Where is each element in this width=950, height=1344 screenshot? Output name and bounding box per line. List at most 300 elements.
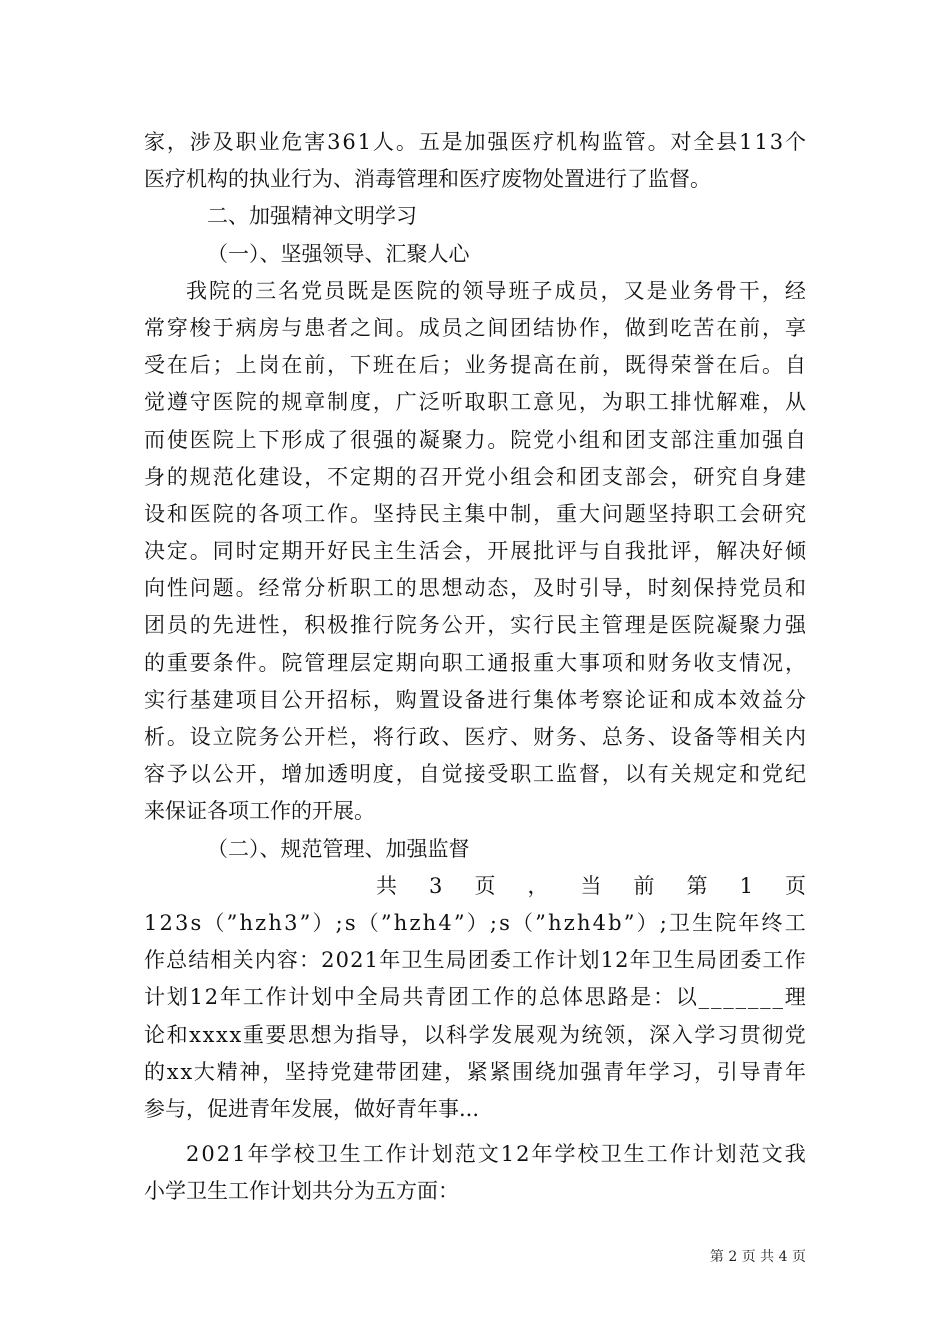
- glyph: 关: [762, 725, 784, 749]
- glyph: 制: [327, 390, 349, 415]
- glyph: 0: [335, 948, 350, 973]
- page-counter-line: [144, 868, 806, 905]
- glyph: 团: [578, 464, 600, 489]
- glyph: 通: [487, 650, 509, 675]
- glyph: 紧: [489, 1059, 511, 1084]
- glyph: 民: [350, 539, 372, 564]
- glyph: ，: [670, 464, 692, 489]
- glyph: 是: [630, 985, 652, 1010]
- glyph: 员: [577, 278, 599, 303]
- glyph: 广: [395, 390, 417, 415]
- glyph: 解: [716, 539, 738, 564]
- glyph: 员: [441, 315, 463, 340]
- glyph: 设: [189, 725, 211, 749]
- glyph: 党: [464, 464, 486, 489]
- glyph: 务: [692, 278, 714, 303]
- glyph: 岗: [258, 353, 280, 378]
- text-line: 参与，促进青年发展，做好青年事...: [144, 1096, 480, 1121]
- glyph: 我: [624, 539, 646, 564]
- glyph: 提: [510, 353, 532, 378]
- glyph: 2: [615, 948, 629, 973]
- glyph: 行: [533, 613, 555, 638]
- page-counter-token: 当: [580, 873, 602, 898]
- glyph: 排: [670, 390, 692, 415]
- glyph: 各: [258, 501, 280, 526]
- glyph: 4: [438, 910, 452, 935]
- glyph: 实: [144, 687, 165, 712]
- glyph: 学: [694, 1022, 716, 1047]
- glyph: 2: [159, 910, 173, 935]
- glyph: 是: [647, 613, 669, 638]
- glyph: 设: [144, 501, 165, 526]
- glyph: 以: [189, 762, 211, 787]
- glyph: 持: [716, 576, 738, 601]
- glyph: 大: [578, 501, 600, 526]
- glyph: 。: [189, 539, 211, 564]
- glyph: 划: [311, 985, 333, 1010]
- glyph: 我: [186, 278, 207, 303]
- glyph: ;: [335, 910, 343, 935]
- glyph: 部: [624, 464, 646, 489]
- glyph: ，: [533, 501, 555, 526]
- glyph: 和: [556, 464, 578, 489]
- glyph: 加: [464, 130, 486, 154]
- glyph: b: [608, 910, 622, 935]
- glyph: 予: [166, 762, 188, 787]
- page-counter-token: 页: [474, 873, 496, 898]
- glyph: 及: [533, 576, 555, 601]
- glyph: 听: [441, 390, 463, 415]
- text-line: [144, 273, 806, 310]
- glyph: 神: [239, 1059, 261, 1084]
- glyph: 班: [372, 353, 394, 378]
- glyph: 业: [464, 353, 486, 378]
- glyph: 觉: [441, 762, 463, 787]
- glyph: 重: [242, 1022, 264, 1047]
- text-line: [144, 942, 806, 979]
- glyph: 既: [347, 278, 369, 303]
- glyph: 栏: [327, 725, 349, 749]
- glyph: 作: [669, 1142, 691, 1167]
- glyph: 名: [278, 278, 300, 303]
- glyph: 件: [235, 650, 257, 675]
- glyph: 很: [350, 427, 372, 452]
- glyph: _: [772, 985, 783, 1010]
- glyph: 内: [784, 725, 806, 749]
- glyph: 意: [533, 390, 555, 415]
- glyph: 医: [464, 725, 486, 749]
- glyph: 支: [716, 650, 738, 675]
- glyph: 导: [739, 1059, 761, 1084]
- glyph: 形: [281, 427, 303, 452]
- glyph: 2: [350, 948, 364, 973]
- glyph: 财: [647, 650, 669, 675]
- glyph: 全: [693, 130, 715, 154]
- glyph: 导: [485, 278, 507, 303]
- glyph: 院: [209, 278, 231, 303]
- glyph: 性: [258, 613, 280, 638]
- glyph: 持: [307, 1059, 329, 1084]
- glyph: 工: [646, 1142, 668, 1167]
- glyph: ”: [226, 910, 238, 935]
- glyph: 期: [281, 539, 303, 564]
- glyph: 章: [304, 390, 326, 415]
- glyph: 的: [144, 1059, 165, 1084]
- glyph: 中: [333, 985, 355, 1010]
- glyph: 受: [144, 353, 165, 378]
- glyph: 收: [693, 650, 715, 675]
- glyph: 开: [464, 613, 486, 638]
- text-line: [144, 124, 806, 161]
- glyph: 学: [554, 1142, 576, 1167]
- glyph: 指: [355, 1022, 377, 1047]
- glyph: 重: [556, 501, 578, 526]
- glyph: 党: [330, 1059, 352, 1084]
- glyph: 为: [601, 390, 623, 415]
- glyph: 项: [601, 650, 623, 675]
- glyph: 医: [212, 390, 234, 415]
- glyph: 小: [556, 427, 578, 452]
- glyph: 机: [556, 130, 578, 154]
- glyph: 组: [510, 464, 532, 489]
- glyph: 的: [516, 985, 538, 1010]
- glyph: 经: [784, 278, 806, 303]
- glyph: 凝: [418, 427, 440, 452]
- glyph: 人: [372, 130, 394, 154]
- glyph: 范: [738, 1142, 760, 1167]
- glyph: 局: [445, 948, 467, 973]
- glyph: 体: [561, 985, 583, 1010]
- document-body: [144, 124, 806, 1210]
- glyph: 团: [510, 315, 532, 340]
- glyph: 情: [739, 650, 761, 675]
- glyph: 员: [324, 278, 346, 303]
- glyph: h: [239, 910, 254, 935]
- glyph: 围: [512, 1059, 534, 1084]
- glyph: 定: [166, 539, 188, 564]
- glyph: 聚: [739, 613, 761, 638]
- glyph: 是: [646, 278, 668, 303]
- glyph: 统: [581, 1022, 603, 1047]
- glyph: 事: [578, 650, 600, 675]
- glyph: 工: [304, 501, 326, 526]
- glyph: _: [723, 985, 734, 1010]
- glyph: 备: [464, 687, 486, 712]
- glyph: 定: [350, 464, 372, 489]
- glyph: x: [202, 1022, 215, 1047]
- glyph: 的: [395, 576, 417, 601]
- glyph: 行: [166, 687, 188, 712]
- glyph: 务: [487, 353, 509, 378]
- glyph: ，: [694, 1059, 716, 1084]
- glyph: 总: [166, 948, 188, 973]
- glyph: 组: [578, 427, 600, 452]
- glyph: 备: [693, 725, 715, 749]
- glyph: 购: [395, 687, 417, 712]
- text-line: 来保证各项工作的开展。: [144, 799, 375, 824]
- text-line: [144, 682, 806, 719]
- glyph: 报: [510, 650, 532, 675]
- glyph: 医: [393, 278, 415, 303]
- glyph: 委: [489, 948, 511, 973]
- glyph: 学: [270, 1142, 292, 1167]
- glyph: 条: [212, 650, 234, 675]
- page-counter-token: 第: [686, 873, 708, 898]
- glyph: 结: [188, 948, 210, 973]
- glyph: 职: [235, 130, 257, 154]
- text-line: [144, 979, 806, 1016]
- glyph: x: [216, 1022, 228, 1047]
- glyph: ，: [693, 539, 715, 564]
- glyph: ）: [466, 910, 488, 935]
- glyph: 解: [716, 390, 738, 415]
- glyph: （: [512, 910, 534, 935]
- glyph: 同: [212, 539, 234, 564]
- glyph: 子: [531, 278, 553, 303]
- glyph: 团: [467, 948, 489, 973]
- text-line: [144, 645, 806, 682]
- glyph: 论: [144, 1022, 165, 1047]
- glyph: 涉: [189, 130, 211, 154]
- glyph: 决: [739, 539, 761, 564]
- glyph: 穿: [166, 315, 188, 340]
- glyph: 规: [281, 390, 303, 415]
- glyph: 定: [716, 762, 738, 787]
- glyph: 3: [769, 130, 784, 154]
- glyph: 好: [762, 539, 784, 564]
- glyph: ，: [762, 315, 784, 340]
- glyph: 持: [395, 501, 417, 526]
- glyph: 力: [762, 613, 784, 638]
- glyph: 计: [288, 985, 310, 1010]
- glyph: 取: [464, 390, 486, 415]
- glyph: 青: [762, 1059, 784, 1084]
- glyph: 化: [235, 464, 257, 489]
- glyph: 督: [578, 762, 600, 787]
- page-counter-token: 1: [739, 873, 753, 898]
- glyph: 大: [556, 650, 578, 675]
- glyph: 行: [395, 725, 417, 749]
- glyph: h: [576, 910, 591, 935]
- glyph: ，: [327, 353, 349, 378]
- glyph: 设: [441, 687, 463, 712]
- glyph: 划: [715, 1142, 737, 1167]
- glyph: 务: [624, 725, 646, 749]
- text-line: [144, 384, 806, 421]
- glyph: 后: [739, 353, 761, 378]
- glyph: 校: [293, 1142, 315, 1167]
- glyph: 开: [304, 539, 326, 564]
- text-line: [144, 1017, 806, 1054]
- glyph: 坚: [647, 501, 669, 526]
- glyph: 3: [284, 910, 298, 935]
- glyph: 从: [784, 390, 806, 415]
- glyph: 支: [601, 464, 623, 489]
- glyph: 规: [189, 464, 211, 489]
- glyph: 五: [418, 130, 440, 154]
- glyph: 。: [647, 130, 669, 154]
- glyph: 团: [144, 613, 165, 638]
- glyph: 务: [418, 613, 440, 638]
- glyph: 关: [670, 762, 692, 787]
- glyph: 论: [624, 687, 646, 712]
- glyph: 院: [416, 278, 438, 303]
- glyph: ，: [601, 315, 623, 340]
- glyph: h: [393, 910, 408, 935]
- glyph: 医: [510, 130, 532, 154]
- glyph: 。: [350, 501, 372, 526]
- glyph: 行: [510, 687, 532, 712]
- glyph: 好: [327, 539, 349, 564]
- glyph: 在: [281, 353, 303, 378]
- glyph: 。: [762, 353, 784, 378]
- subsection-heading: （一）、坚强领导、汇聚人心: [207, 241, 470, 266]
- glyph: 6: [342, 130, 356, 154]
- glyph: 三: [255, 278, 277, 303]
- glyph: 要: [265, 1022, 287, 1047]
- glyph: 疗: [487, 725, 509, 749]
- glyph: s: [190, 910, 202, 935]
- glyph: 思: [418, 576, 440, 601]
- text-line: 小学卫生工作计划共分为五方面：: [144, 1179, 459, 1204]
- glyph: 批: [647, 539, 669, 564]
- glyph: 业: [258, 130, 280, 154]
- glyph: ，: [626, 1022, 648, 1047]
- glyph: 后: [418, 353, 440, 378]
- glyph: 成: [418, 315, 440, 340]
- glyph: 自: [601, 539, 623, 564]
- text-line: [144, 719, 806, 756]
- glyph: 终: [761, 910, 783, 935]
- glyph: 决: [144, 539, 165, 564]
- subsection-heading: （二）、规范管理、加强监督: [207, 836, 470, 861]
- glyph: 守: [189, 390, 211, 415]
- glyph: 领: [604, 1022, 626, 1047]
- glyph: 了: [327, 427, 349, 452]
- glyph: 入: [671, 1022, 693, 1047]
- glyph: 工: [533, 762, 555, 787]
- glyph: 展: [513, 1022, 535, 1047]
- glyph: 成: [304, 427, 326, 452]
- text-line: [144, 533, 806, 570]
- glyph: 作: [144, 948, 165, 973]
- glyph: 职: [487, 390, 509, 415]
- glyph: z: [409, 910, 421, 935]
- page-counter-token: 页: [785, 873, 806, 898]
- glyph: 工: [762, 948, 784, 973]
- glyph: 前: [578, 353, 600, 378]
- glyph: ，: [578, 390, 600, 415]
- glyph: 增: [281, 762, 303, 787]
- glyph: 年: [219, 985, 241, 1010]
- glyph: 房: [258, 315, 280, 340]
- glyph: 卫: [651, 948, 673, 973]
- glyph: 计: [556, 948, 578, 973]
- glyph: 职: [510, 762, 532, 787]
- glyph: 、: [441, 725, 463, 749]
- glyph: 院: [212, 427, 234, 452]
- glyph: 的: [395, 464, 417, 489]
- glyph: 。: [487, 427, 509, 452]
- glyph: 计: [692, 1142, 714, 1167]
- glyph: 医: [670, 613, 692, 638]
- glyph: ，: [784, 650, 806, 675]
- glyph: 学: [648, 1059, 670, 1084]
- glyph: 是: [370, 278, 392, 303]
- glyph: 评: [670, 539, 692, 564]
- glyph: 公: [281, 725, 303, 749]
- glyph: 党: [533, 427, 555, 452]
- glyph: 思: [584, 985, 606, 1010]
- glyph: 年: [738, 910, 760, 935]
- glyph: 强: [580, 1059, 602, 1084]
- glyph: ”: [623, 910, 635, 935]
- glyph: 贯: [739, 1022, 761, 1047]
- glyph: 工: [464, 650, 486, 675]
- glyph: 院: [235, 725, 257, 749]
- glyph: ，: [262, 1059, 284, 1084]
- glyph: ，: [464, 539, 486, 564]
- glyph: 纪: [784, 762, 806, 787]
- glyph: 上: [235, 353, 257, 378]
- glyph: 在: [716, 353, 738, 378]
- glyph: 将: [372, 725, 394, 749]
- glyph: 有: [647, 762, 669, 787]
- glyph: 导: [378, 1022, 400, 1047]
- glyph: 誉: [693, 353, 715, 378]
- glyph: 梭: [189, 315, 211, 340]
- glyph: ，: [762, 390, 784, 415]
- glyph: 察: [601, 687, 623, 712]
- glyph: 开: [235, 762, 257, 787]
- glyph: 民: [556, 613, 578, 638]
- glyph: 范: [454, 1142, 476, 1167]
- glyph: 的: [144, 650, 165, 675]
- glyph: 理: [624, 613, 646, 638]
- glyph: 路: [607, 985, 629, 1010]
- glyph: ，: [624, 576, 646, 601]
- glyph: 职: [624, 390, 646, 415]
- glyph: 层: [350, 650, 372, 675]
- glyph: 生: [423, 948, 445, 973]
- glyph: 时: [235, 539, 257, 564]
- glyph: 及: [212, 130, 234, 154]
- glyph: 习: [716, 1022, 738, 1047]
- glyph: ，: [487, 613, 509, 638]
- glyph: 导: [601, 576, 623, 601]
- glyph: 卫: [600, 1142, 622, 1167]
- glyph: 力: [464, 427, 486, 452]
- glyph: _: [747, 985, 759, 1010]
- glyph: 年: [625, 1059, 647, 1084]
- glyph: 科: [446, 1022, 468, 1047]
- glyph: 容: [276, 948, 298, 973]
- glyph: 享: [784, 315, 806, 340]
- glyph: （: [203, 910, 225, 935]
- text-line: [144, 310, 806, 347]
- glyph: 。: [235, 576, 257, 601]
- glyph: 协: [556, 315, 578, 340]
- glyph: 成: [554, 278, 576, 303]
- glyph: x: [166, 1059, 179, 1084]
- glyph: 卫: [668, 910, 690, 935]
- glyph: 建: [353, 1059, 375, 1084]
- glyph: 1: [144, 910, 158, 935]
- glyph: 患: [304, 315, 326, 340]
- glyph: 1: [600, 948, 614, 973]
- glyph: 工: [512, 948, 534, 973]
- glyph: 对: [670, 130, 692, 154]
